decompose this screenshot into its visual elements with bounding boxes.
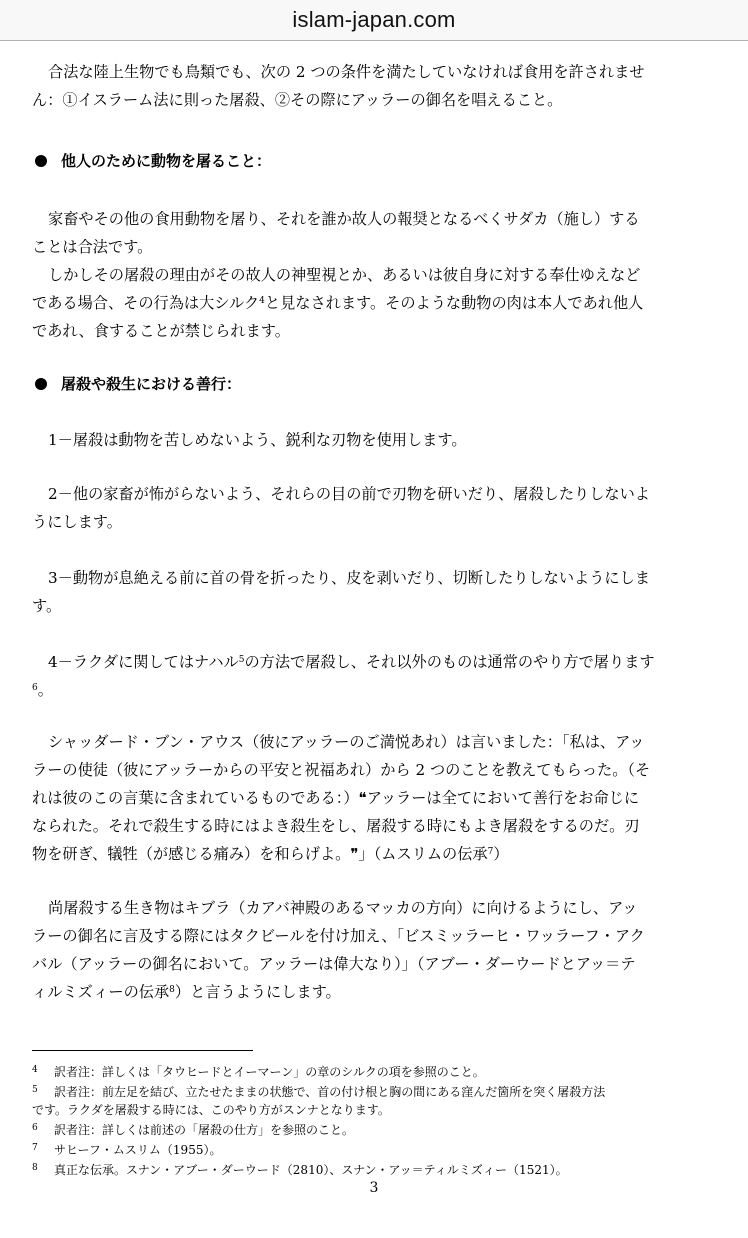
section-heading-text: 他人のために動物を屠ること： <box>61 152 272 170</box>
footnote-5 <box>32 1081 700 1101</box>
footnote-7 <box>32 1139 700 1159</box>
footnote-ref-7[interactable]: 7 <box>487 847 494 857</box>
text-span: 。 <box>37 681 53 699</box>
qibla-line-4 <box>32 978 688 1006</box>
text-span: と見なされます。そのような動物の肉は本人であれ他人 <box>264 294 644 312</box>
footnote-number: 8 <box>32 1163 38 1173</box>
footnote-number: 6 <box>32 1123 38 1133</box>
list-item-3-line-1: 3－動物が息絶える前に首の骨を折ったり、皮を剥いだり、切断したりしないようにしま <box>48 569 650 587</box>
section-heading-others <box>32 147 688 175</box>
intro-line-2: ん：①イスラーム法に則った屠殺、②その際にアッラーの御名を唱えること。 <box>32 91 563 109</box>
hadith-line-3: れは彼のこの言葉に含まれているものである：）❝アッラーは全てにおいて善行をお命じに <box>32 789 640 807</box>
list-item-3-line-2: す。 <box>32 597 62 615</box>
text-span: である場合、その行為は大シルク <box>32 294 260 312</box>
footnote-ref-8[interactable]: 8 <box>169 985 175 995</box>
footnote-number: 5 <box>32 1085 38 1095</box>
page-number: 3 <box>369 1180 379 1196</box>
qibla-line-2: ラーの御名に言及する際にはタクビールを付け加え、「ビスミッラーヒ・ワッラーフ・アク <box>32 927 645 945</box>
footnote-text: 訳者注：詳しくは前述の「屠殺の仕方」を参照のこと。 <box>54 1123 355 1137</box>
footnote-ref-4[interactable]: 4 <box>259 296 265 306</box>
footnote-text: 訳者注：前左足を結び、立たせたままの状態で、首の付け根と胸の間にある窪んだ箇所を突く屠殺方法 <box>54 1085 606 1099</box>
text-span: ィルミズィーの伝承 <box>32 983 170 1001</box>
intro-line-1: 合法な陸上生物でも鳥類でも、次の 2 つの条件を満たしていなければ食用を許されませ <box>48 63 645 81</box>
text-span: ）と言うようにします。 <box>174 983 341 1001</box>
paragraph-shirk-2 <box>32 289 688 317</box>
bullet-icon <box>35 378 47 390</box>
footnote-8 <box>32 1159 700 1179</box>
footnote-text: 訳者注：詳しくは「タウヒードとイーマーン」の章のシルクの項を参照のこと。 <box>54 1065 485 1079</box>
list-item-4-line-1 <box>32 648 688 676</box>
paragraph-shirk-3: であれ、食することが禁じられます。 <box>32 322 290 340</box>
paragraph-shirk-1: しかしその屠殺の理由がその故人の神聖視とか、あるいは彼自身に対する奉仕ゆえなど <box>48 266 641 284</box>
footnote-4 <box>32 1061 700 1081</box>
bullet-icon <box>35 155 47 167</box>
hadith-line-5 <box>32 840 688 868</box>
list-item-2-line-1: 2－他の家畜が怖がらないよう、それらの目の前で刃物を研いだり、屠殺したりしないよ <box>48 485 650 503</box>
list-item-2-line-2: うにします。 <box>32 513 122 531</box>
footnote-number: 4 <box>32 1065 38 1075</box>
list-item-4-line-2 <box>32 676 688 704</box>
footnote-text: 真正な伝承。スナン・アブー・ダーウード（2810）、スナン・アッ＝ティルミズィー（1521）。 <box>54 1163 568 1177</box>
site-domain: islam-japan.com <box>292 7 456 32</box>
text-span: の方法で屠殺し、それ以外のものは通常のやり方で屠ります <box>244 653 655 671</box>
paragraph-sadaqa-2: ことは合法です。 <box>32 238 153 256</box>
footnotes <box>32 1050 700 1179</box>
qibla-line-1: 尚屠殺する生き物はキブラ（カアバ神殿のあるマッカの方向）に向けるようにし、アッ <box>48 899 638 917</box>
hadith-line-2: ラーの使徒（彼にアッラーからの平安と祝福あれ）から 2 つのことを教えてもらった。（そ <box>32 761 651 779</box>
text-span: ） <box>493 845 509 863</box>
section-heading-text: 屠殺や殺生における善行： <box>61 375 242 393</box>
list-item-1: 1－屠殺は動物を苦しめないよう、鋭利な刃物を使用します。 <box>48 431 467 449</box>
hadith-line-1: シャッダード・ブン・アウス（彼にアッラーのご満悦あれ）は言いました：「私は、アッ <box>48 733 645 751</box>
hadith-line-4: なられた。それで殺生する時にはよき殺生をし、屠殺する時にもよき屠殺をするのだ。刃 <box>32 817 640 835</box>
qibla-line-3: バル（アッラーの御名において。アッラーは偉大なり）」（アブー・ダーウードとアッ＝テ <box>32 955 636 973</box>
section-heading-good-deeds <box>32 370 688 398</box>
document-body <box>32 40 688 1006</box>
footnote-divider <box>32 1050 253 1061</box>
footnote-number: 7 <box>32 1143 38 1153</box>
footnote-5-continued: です。ラクダを屠殺する時には、このやり方がスンナとなります。 <box>32 1103 390 1117</box>
paragraph-sadaqa-1: 家畜やその他の食用動物を屠り、それを誰か故人の報奨となるべくサダカ（施し）する <box>48 210 640 228</box>
footnote-ref-6[interactable]: 6 <box>32 683 38 693</box>
footnote-6 <box>32 1119 700 1139</box>
text-span: 物を研ぎ、犠牲（が感じる痛み）を和らげよ。❞」（ムスリムの伝承 <box>32 845 488 863</box>
browser-address-bar[interactable] <box>0 0 748 41</box>
footnote-ref-5[interactable]: 5 <box>238 655 245 665</box>
footnote-text: サヒーフ・ムスリム（1955）。 <box>54 1143 222 1157</box>
text-span: 4－ラクダに関してはナハル <box>48 653 239 671</box>
